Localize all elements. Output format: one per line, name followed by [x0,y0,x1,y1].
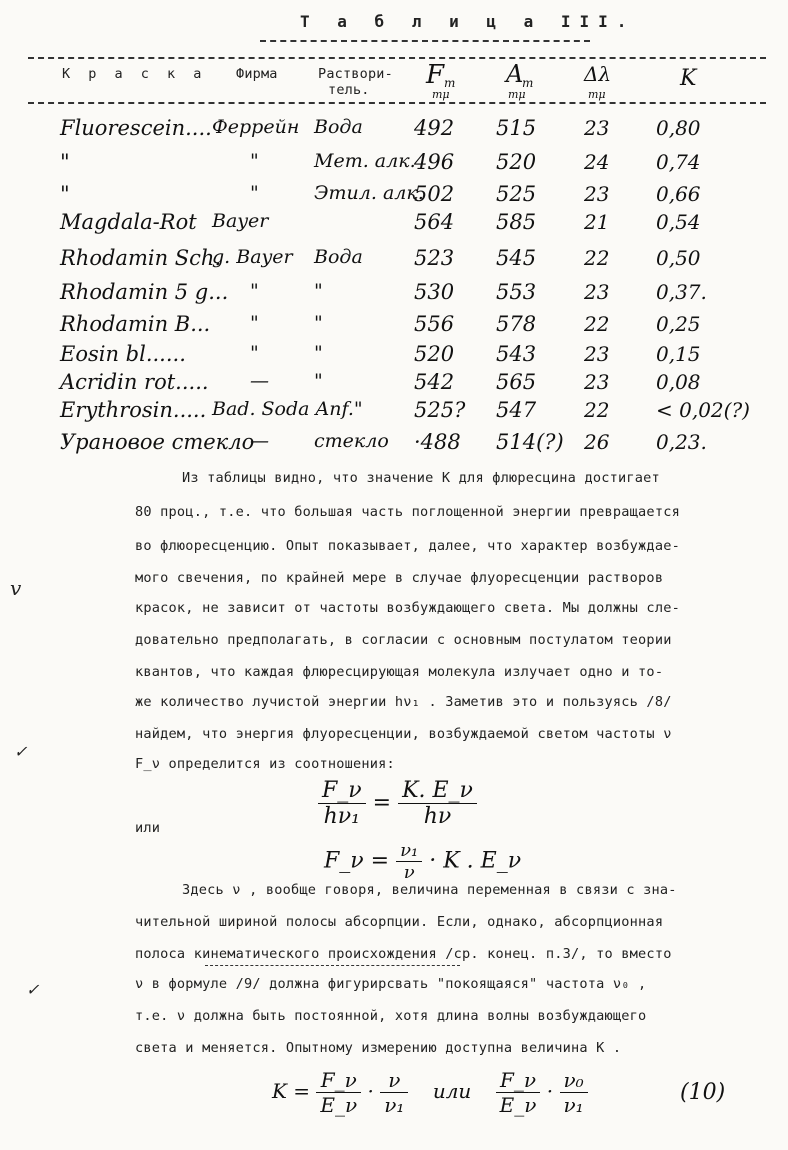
title-underline [260,40,590,42]
cell-solvent: стекло [314,430,389,452]
cell-firm: " [250,182,259,204]
table-title: Т а б л и ц а III. [300,12,636,31]
body-line: т.е. ν должна быть постоянной, хотя длина волны возбуждающего [135,1008,647,1024]
cell-A: 514(?) [496,430,564,454]
cell-solvent: " [314,342,323,364]
formula-2-frac [396,840,422,883]
body-line: найдем, что энергия флуоресценции, возбуждаемой светом частоты ν [135,726,672,742]
header-A-unit: mμ [508,88,526,101]
cell-K: 0,15 [656,342,701,366]
cell-F: 530 [414,280,455,304]
formula-3-f3-den: E_ν [499,1093,537,1117]
cell-paint: Erythrosin..... [60,398,207,422]
cell-K: 0,74 [656,150,701,174]
formula-3 [272,1068,588,1117]
formula-2 [324,840,521,883]
cell-paint: Eosin bl...... [60,342,186,366]
cell-K: 0,66 [656,182,701,206]
cell-firm: Bayer [212,210,269,232]
kinematic-underline [205,965,460,966]
cell-K: 0,37. [656,280,707,304]
body-line: красок, не зависит от частоты возбуждающего света. Мы должны сле- [135,600,680,616]
cell-paint: Rhodamin Sch. [60,246,222,270]
formula-3-dot2: · [546,1079,554,1103]
cell-paint: Fluorescein.... [60,116,212,140]
body-line: F_ν определится из соотношения: [135,756,395,772]
formula-1-rhs [398,778,477,829]
cell-dl: 22 [584,312,610,336]
header-paint: К р а с к а [62,66,207,82]
formula-3-f3 [496,1068,541,1117]
body-line: чительной шириной полосы абсорпции. Если, однако, абсорпционная [135,914,664,930]
cell-paint: Magdala-Rot [60,210,197,234]
cell-dl: 26 [584,430,610,454]
body-line: квантов, что каждая флюресцирующая молекула излучает одно и то- [135,664,664,680]
header-F-unit: mμ [432,88,450,101]
cell-solvent: " [314,370,323,392]
formula-2-rest: · K . E_ν [429,848,522,874]
cell-A: 547 [496,398,537,422]
cell-K: 0,54 [656,210,701,234]
cell-firm: Феррейн [212,116,300,138]
formula-1-lhs [318,778,366,829]
body-line: во флюоресценцию. Опыт показывает, далее, что характер возбуждае- [135,538,680,554]
cell-K: 0,08 [656,370,701,394]
cell-firm: " [250,280,259,302]
cell-firm: " [250,150,259,172]
cell-F: 502 [414,182,455,206]
cell-F: 523 [414,246,455,270]
cell-F: ·488 [414,430,461,454]
header-A-sub: m [522,76,534,90]
cell-dl: 23 [584,280,610,304]
formula-3-f1-den: E_ν [320,1093,358,1117]
body-line: 80 проц., т.е. что большая часть поглощенной энергии превращается [135,504,680,520]
formula-1-lhs-num: F_ν [318,778,366,804]
cell-F: 492 [414,116,455,140]
cell-K: 0,80 [656,116,701,140]
header-F-sub: m [444,76,456,90]
cell-firm: Bad. Soda Anf." [212,398,363,420]
header-dl: Δλ [584,62,612,86]
cell-F: 556 [414,312,455,336]
cell-dl: 21 [584,210,610,234]
cell-dl: 23 [584,370,610,394]
cell-A: 553 [496,280,537,304]
formula-3-f4-num: ν₀ [560,1068,588,1093]
cell-A: 578 [496,312,537,336]
cell-dl: 24 [584,150,610,174]
margin-tick-2: ✓ [26,980,40,999]
formula-2-den: ν [403,862,415,883]
cell-A: 520 [496,150,537,174]
cell-firm: — [250,370,269,392]
cell-firm: — [250,430,269,452]
cell-dl: 23 [584,116,610,140]
cell-dl: 22 [584,398,610,422]
cell-paint: Rhodamin B... [60,312,211,336]
cell-solvent: Мет. алк. [314,150,416,172]
header-solvent-2: тель. [328,82,370,98]
cell-K: < 0,02(?) [656,398,750,422]
cell-A: 545 [496,246,537,270]
cell-paint: Rhodamin 5 g... [60,280,229,304]
cell-dl: 22 [584,246,610,270]
formula-3-f4 [560,1068,588,1117]
body-line: же количество лучистой энергии hν₁ . Заметив это и пользуясь /8/ [135,694,672,710]
body-line: довательно предполагать, в согласии с основным постулатом теории [135,632,672,648]
body-line: ν в формуле /9/ должна фигурирсвать "покоящаяся" частота ν₀ , [135,976,647,992]
cell-K: 0,50 [656,246,701,270]
cell-paint: Acridin rot..... [60,370,209,394]
margin-check-mark: v [10,576,22,600]
body-line: Здесь ν , вообще говоря, величина переменная в связи с зна- [182,882,677,898]
cell-solvent: " [314,312,323,334]
cell-A: 543 [496,342,537,366]
cell-paint: " [60,182,70,206]
formula-2-lhs: F_ν = [324,848,390,874]
cell-firm: " [250,342,259,364]
formula-1-eq: = [372,790,392,816]
formula-3-or: или [432,1079,472,1103]
body-line: полоса кинематического происхождения /ср. конец. п.3/, то вместо [135,946,672,962]
cell-F: 496 [414,150,455,174]
equation-number: (10) [680,1080,726,1105]
formula-1-rhs-num: K. E_ν [398,778,477,804]
cell-firm: " [250,312,259,334]
cell-paint: " [60,150,70,174]
cell-dl: 23 [584,342,610,366]
cell-firm: g. Bayer [212,246,293,268]
cell-A: 525 [496,182,537,206]
cell-F: 542 [414,370,455,394]
margin-tick-1: ✓ [14,742,28,761]
body-line: света и меняется. Опытному измерению доступна величина K . [135,1040,622,1056]
cell-solvent: Этил. алк. [314,182,424,204]
body-line: Из таблицы видно, что значение K для флюресцина достигает [182,470,660,486]
formula-1-lhs-den: hν₁ [323,804,360,829]
formula-3-f3-num: F_ν [496,1068,541,1093]
cell-K: 0,25 [656,312,701,336]
formula-3-f2-den: ν₁ [384,1093,405,1117]
header-firm: Фирма [236,66,278,82]
formula-3-dot1: · [367,1079,374,1103]
cell-F: 564 [414,210,455,234]
body-line: мого свечения, по крайней мере в случае флуоресценции растворов [135,570,664,586]
cell-A: 585 [496,210,537,234]
cell-F: 520 [414,342,455,366]
cell-F: 525? [414,398,466,422]
cell-A: 565 [496,370,537,394]
formula-1-rhs-den: hν [423,804,452,829]
formula-3-f1 [316,1068,361,1117]
or-label: или [135,820,161,836]
table-header-rule [28,102,766,104]
cell-paint: Урановое стекло [60,430,255,454]
table-top-rule [28,57,766,59]
header-K: K [680,66,697,91]
header-F: F [426,60,445,90]
cell-solvent: Вода [314,246,363,268]
formula-3-f2-num: ν [380,1068,408,1093]
formula-2-num: ν₁ [396,840,422,862]
header-dl-unit: mμ [588,88,606,101]
cell-K: 0,23. [656,430,707,454]
header-A: A [506,60,524,88]
formula-3-f1-num: F_ν [316,1068,361,1093]
cell-solvent: Вода [314,116,363,138]
formula-3-f4-den: ν₁ [563,1093,584,1117]
cell-A: 515 [496,116,537,140]
header-solvent-1: Раствори- [318,66,393,82]
cell-solvent: " [314,280,323,302]
formula-3-f2 [380,1068,408,1117]
formula-1 [318,778,477,829]
formula-3-k: K = [272,1079,311,1103]
cell-dl: 23 [584,182,610,206]
